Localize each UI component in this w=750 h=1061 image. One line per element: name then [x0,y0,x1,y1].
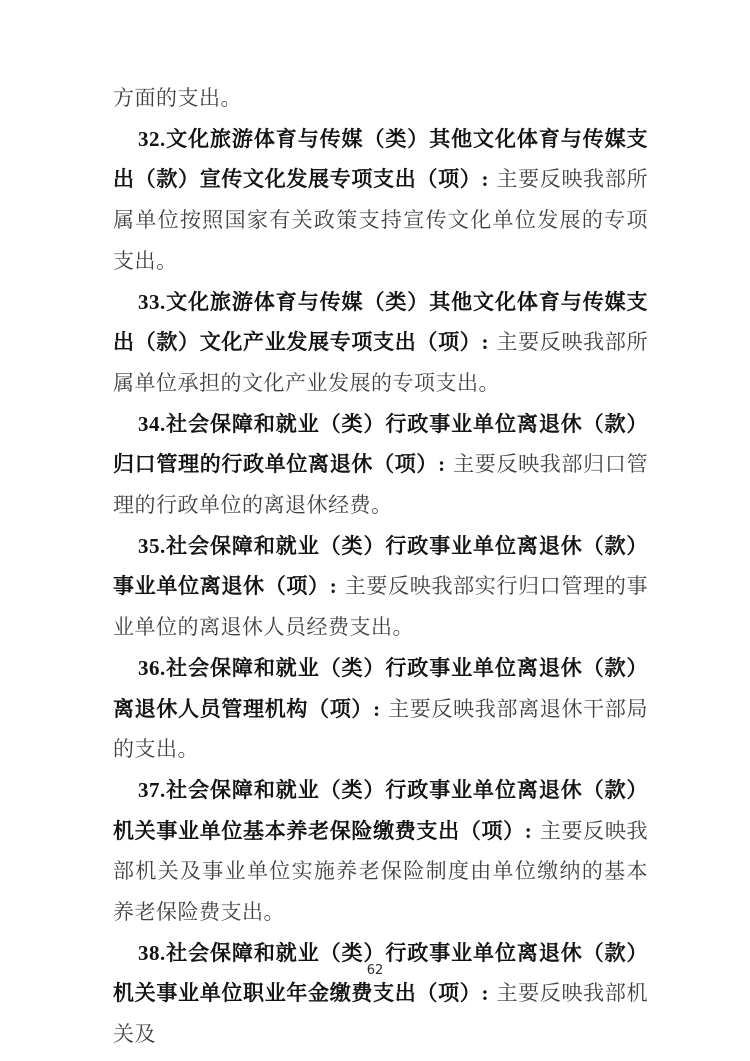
paragraph-heading: 32.文化旅游体育与传媒（类）其他文化体育与传媒支出（款）宣传文化发展专项支出（项）: [113,126,648,192]
paragraph-heading: 33.文化旅游体育与传媒（类）其他文化体育与传媒支出（款）文化产业发展专项支出（项）: [113,289,648,355]
budget-item-paragraph-35 [113,526,648,648]
paragraph-body: 主要反映我部机关及事业单位实施养老保险制度由单位缴纳的基本养老保险费支出。 [113,818,649,925]
paragraph-body: 主要反映我部归口管理的行政单位的离退休经费。 [113,452,648,518]
budget-item-paragraph-32 [113,119,648,282]
budget-item-paragraph-36 [113,648,648,770]
paragraph-body: 主要反映我部所属单位承担的文化产业发展的专项支出。 [113,330,648,395]
paragraph-heading: 36.社会保障和就业（类）行政事业单位离退休（款）离退休人员管理机构（项）: [113,655,648,721]
paragraph-body: 主要反映我部实行归口管理的事业单位的离退休人员经费支出。 [113,574,649,640]
paragraph-heading: 37.社会保障和就业（类）行政事业单位离退休（款）机关事业单位基本养老保险缴费支出（项）: [113,777,648,843]
paragraph-heading: 38.社会保障和就业（类）行政事业单位离退休（款）机关事业单位职业年金缴费支出（项）: [113,940,648,1006]
budget-item-paragraph-34 [113,404,648,526]
budget-item-paragraph-33 [113,282,648,404]
paragraph-body: 主要反映我部离退休干部局的支出。 [113,696,648,762]
budget-item-paragraph-38 [113,933,648,1055]
paragraph-body: 主要反映我部机关及 [113,981,648,1047]
paragraph-continuation: 方面的支出。 [113,86,242,110]
paragraph-heading: 35.社会保障和就业（类）行政事业单位离退休（款）事业单位离退休（项）: [113,533,648,599]
paragraph-heading: 34.社会保障和就业（类）行政事业单位离退休（款）归口管理的行政单位离退休（项）: [113,411,648,477]
page-number: 62 [366,963,384,978]
budget-item-paragraph-37 [113,770,648,933]
paragraph-body: 主要反映我部所属单位按照国家有关政策支持宣传文化单位发展的专项支出。 [113,167,648,273]
